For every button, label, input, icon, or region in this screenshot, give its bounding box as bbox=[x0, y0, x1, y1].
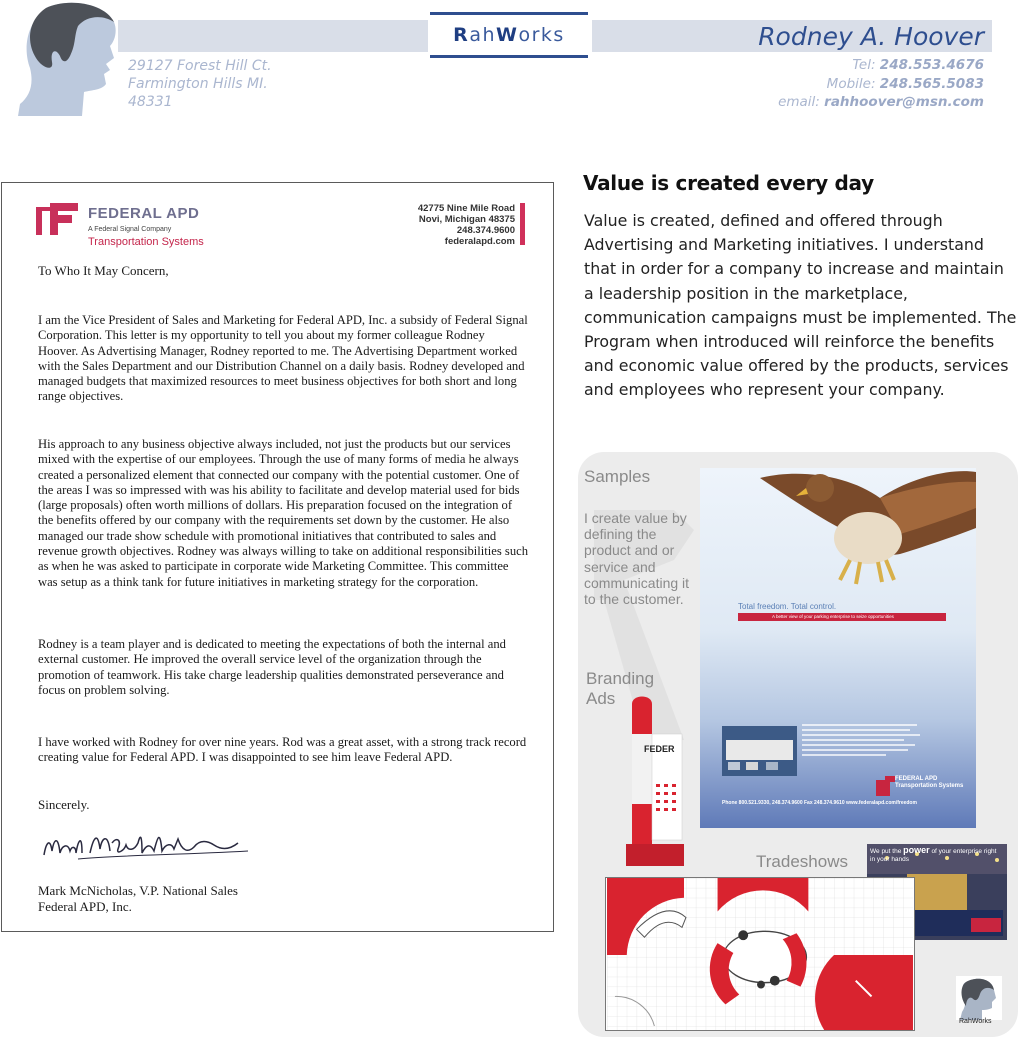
handwritten-signature bbox=[38, 825, 258, 869]
recommendation-letter bbox=[1, 182, 554, 932]
tradeshow-photo-caption: We put the power of your enterprise right in your hands bbox=[870, 845, 997, 863]
samples-description: I create value by defining the product and or service and communicating it to the customer. bbox=[584, 510, 690, 608]
header-band-left bbox=[118, 20, 428, 52]
letter-paragraph: I have worked with Rodney for over nine years. Rod was a great asset, with a strong track record creating value for Federal APD. I was disappointed to see him leave Federal APD. bbox=[38, 735, 527, 765]
samples-panel bbox=[578, 452, 1018, 1037]
letter-closing: Sincerely. bbox=[38, 797, 90, 812]
ad-body-copy bbox=[802, 724, 922, 759]
person-name: Rodney A. Hoover bbox=[758, 22, 984, 51]
contact-info: Tel: 248.553.4676 Mobile: 248.565.5083 email: rahhoover@msn.com bbox=[778, 57, 984, 110]
letter-paragraph: I am the Vice President of Sales and Marketing for Federal APD, Inc. a subsidy of Federal Signal Corporation. This letter is my opportunity to tell you about my former colleague Rodney Hoover. As Advertising Manager, Rodney reported to me. The Advertising Department worked with the Sales Department and our Distribution Channel on a daily basis. Rodney developed and managed budgets that maximized resources to meet business objectives for both short and long range objectives. bbox=[38, 313, 528, 404]
tradeshows-title: Tradeshows bbox=[756, 852, 848, 871]
federal-apd-logo: FEDERAL APD A Federal Signal Company Transportation Systems bbox=[36, 203, 216, 253]
samples-title: Samples bbox=[584, 467, 651, 486]
telephone[interactable]: 248.553.4676 bbox=[879, 57, 984, 73]
letter-salutation: To Who It May Concern, bbox=[38, 263, 169, 278]
federal-apd-mark-icon bbox=[36, 203, 82, 237]
ad-logo-text: FEDERAL APD Transportation Systems bbox=[895, 776, 964, 789]
branding-ads-title: Branding Ads bbox=[586, 669, 655, 708]
letter-paragraph: His approach to any business objective always included, not just the products but our services mixed with the expertise of our employees. Through the use of many forms of media he always created a personalized element that connected our company with the potential customer. One of the areas I was so impressed with was his ability to facilitate and develop material used for bids (large proposals) often worth millions of dollars. His preparation focused on the integration of the benefits offered by our company with the requirements set down by the customer. He also managed our trade show schedule with promotional initiatives that contributed to sales and revenue growth objectives. Rodney was always willing to take on additional responsibilities such as when he was asked to participate in corporate wide Marketing Committee. This committee was setup as a think tank for future initiatives in marketing strategy for the corporation. bbox=[38, 437, 529, 589]
kiosk-brand-text: FEDER bbox=[644, 744, 675, 754]
value-heading: Value is created every day bbox=[583, 171, 874, 195]
letterhead-accent-bar bbox=[520, 203, 525, 245]
profile-silhouette-icon bbox=[18, 2, 128, 116]
hawk-illustration bbox=[760, 468, 976, 586]
ad-parking-photo bbox=[722, 726, 797, 776]
footer-logo-text: RahWorks bbox=[959, 1018, 992, 1025]
ad-footer-contact: Phone 800.521.9330, 248.374.9600 Fax 248.374.9610 www.federalapd.com/freedom bbox=[722, 800, 917, 806]
branding-kiosk-display[interactable] bbox=[622, 694, 688, 870]
tradeshow-floorplan[interactable] bbox=[605, 877, 915, 1031]
email-link[interactable]: rahhoover@msn.com bbox=[824, 94, 984, 110]
letterhead-address: 42775 Nine Mile Road Novi, Michigan 48375 248.374.9600 federalapd.com bbox=[417, 203, 515, 247]
brand-logo: RahWorks bbox=[430, 12, 588, 58]
ad-tagline: Total freedom. Total control. bbox=[738, 602, 837, 611]
print-ad-sample[interactable]: Total freedom. Total control. A better view of your parking enterprise to seize opportunities FEDERAL APD Transportation Systems Phone 800.521.9330, 248.374.9600 Fax 248.374.9610 www.federalapd.com/freedom bbox=[700, 468, 976, 828]
postal-address: 29127 Forest Hill Ct. Farmington Hills MI. 48331 bbox=[128, 58, 272, 110]
mobile-phone[interactable]: 248.565.5083 bbox=[879, 75, 984, 92]
letter-paragraph: Rodney is a team player and is dedicated to meeting the expectations of both the internal and external customer. He improved the overall service level of the organization through the promotion of teamwork. His take charge leadership qualities demonstrated perseverance and focus on problem solving. bbox=[38, 637, 506, 697]
letter-signer: Mark McNicholas, V.P. National Sales Federal APD, Inc. bbox=[38, 883, 238, 914]
rahworks-footer-logo-icon bbox=[956, 976, 1002, 1020]
value-body-text: Value is created, defined and offered through Advertising and Marketing initiatives. I understand that in order for a company to increase and maintain a leadership position in the marketplace, communication campaigns must be implemented. The Program when introduced will reinforce the benefits and economic value offered by the products, services and employees who represent your company. bbox=[584, 211, 1017, 400]
